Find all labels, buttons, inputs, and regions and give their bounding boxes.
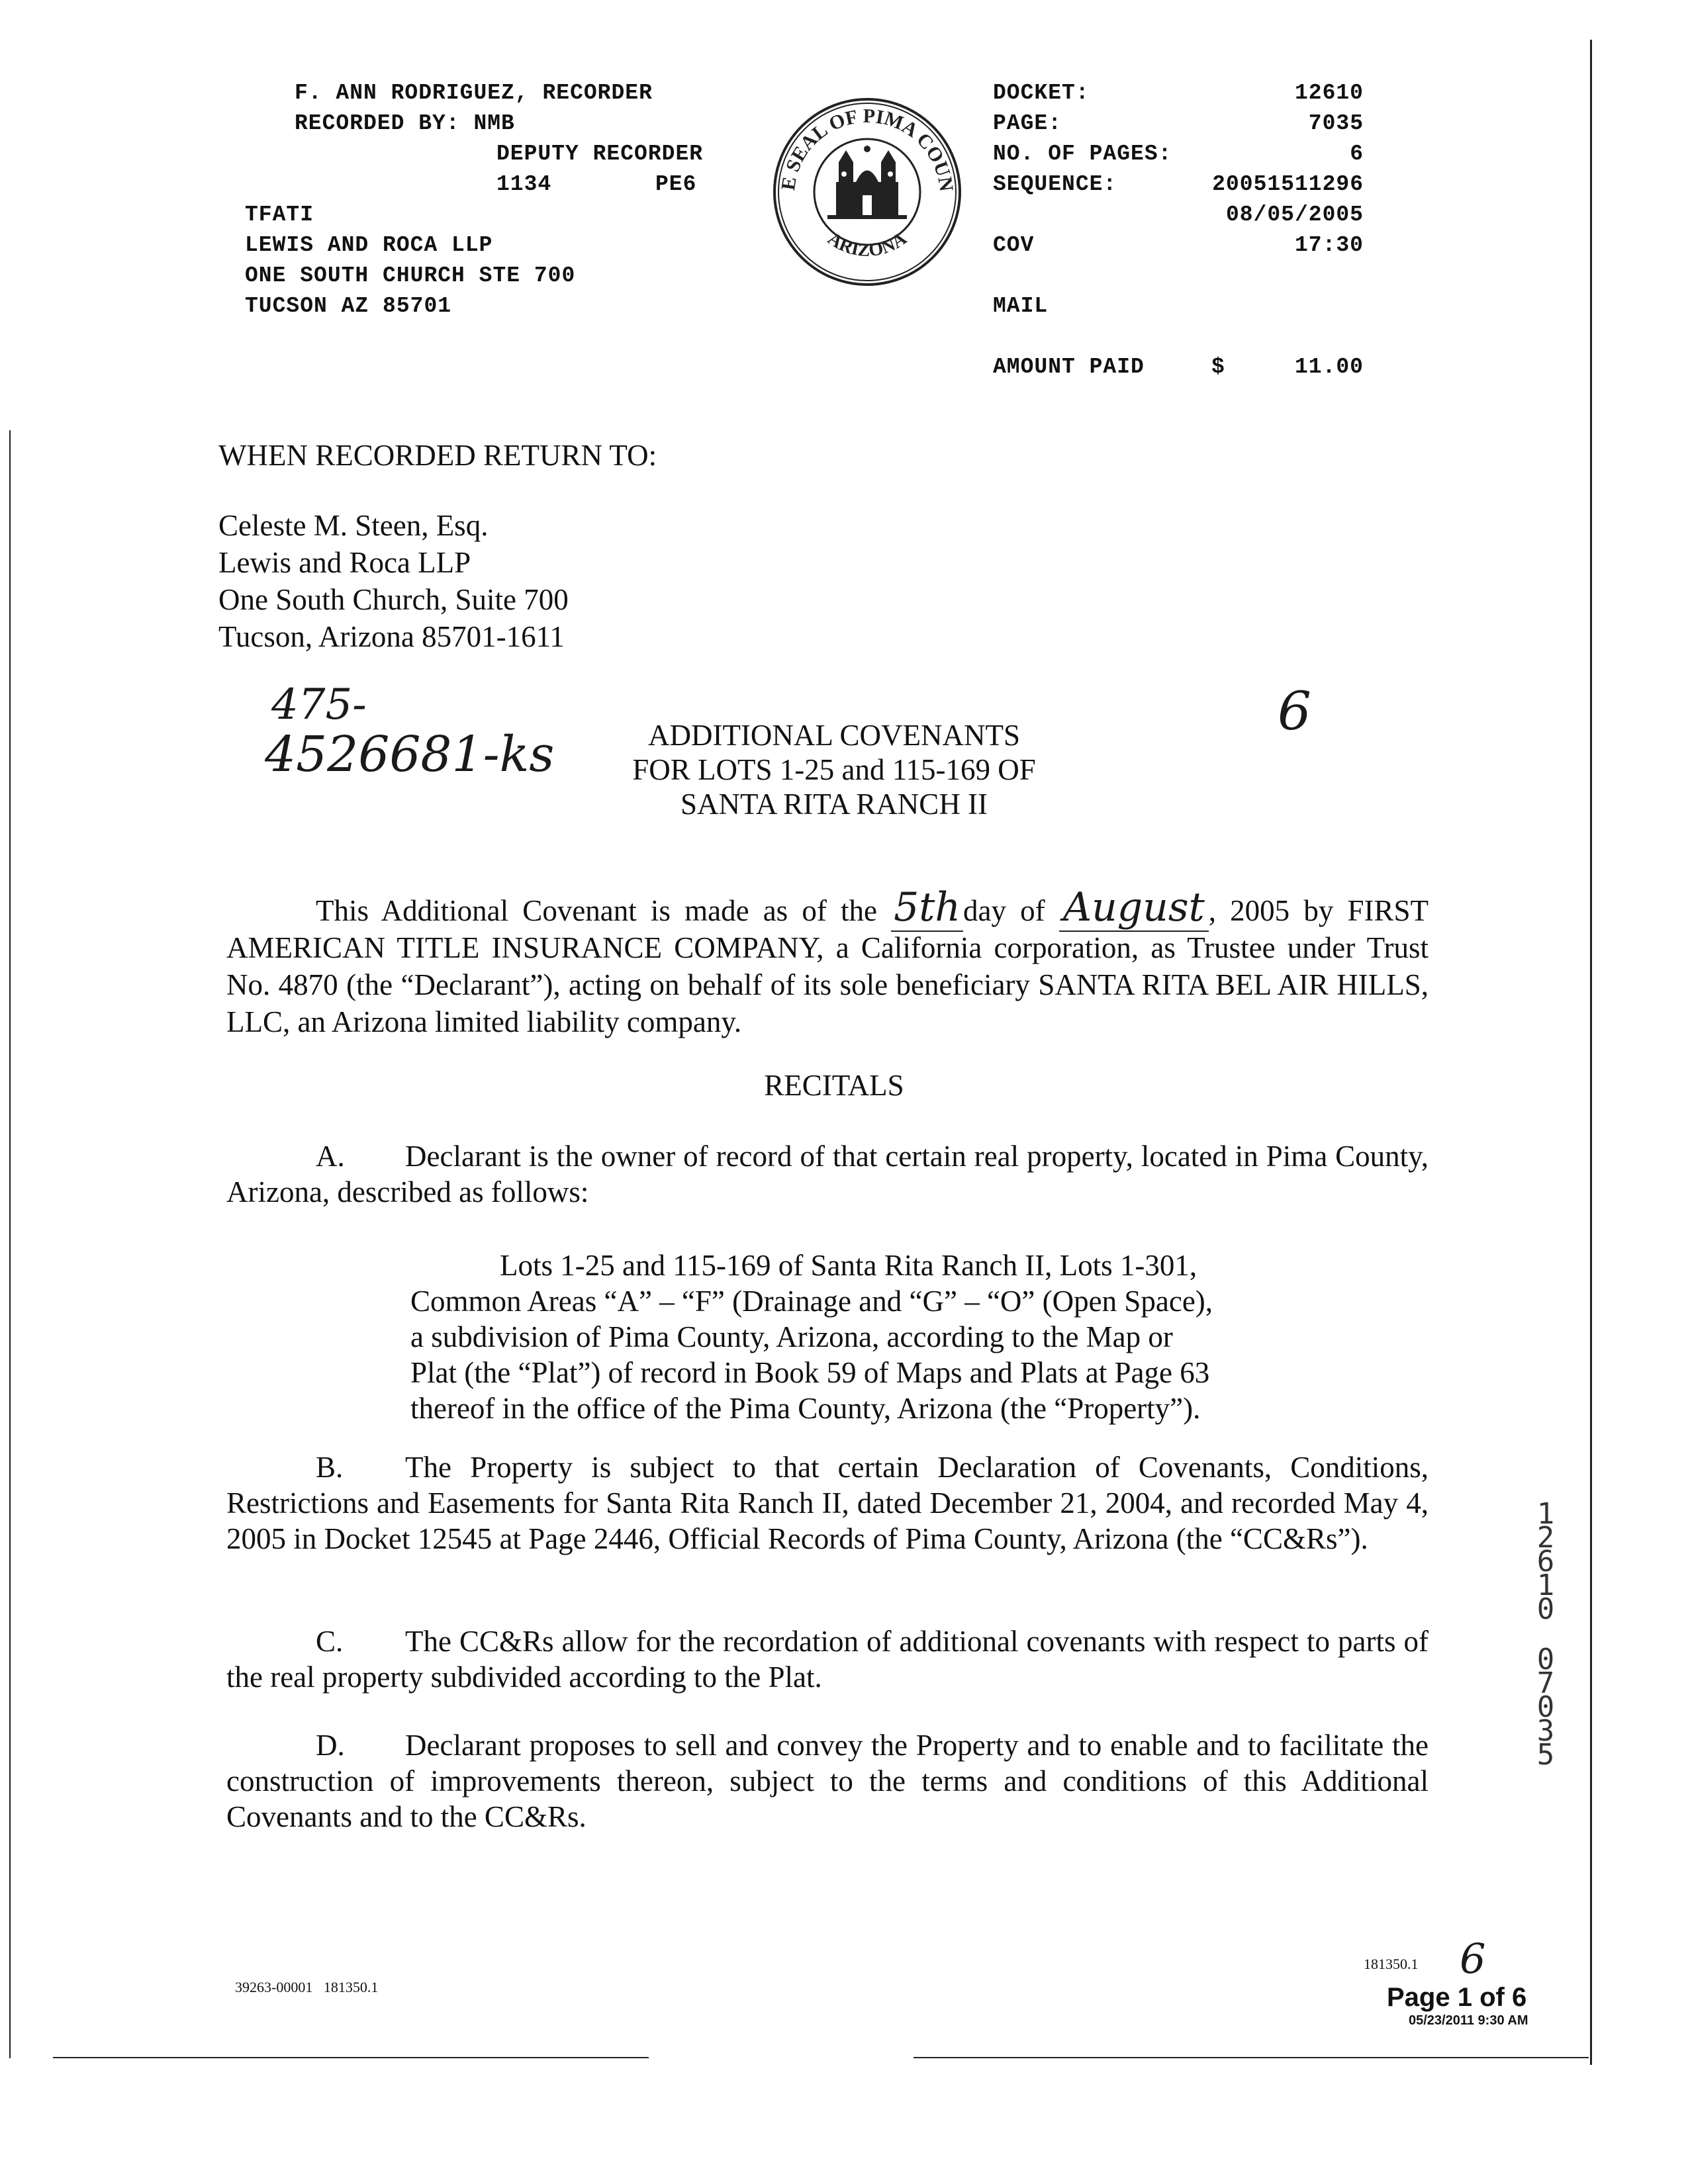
document-title — [569, 718, 1099, 821]
legal-description-line: Lots 1-25 and 115-169 of Santa Rita Ranch II, Lots 1-301, — [500, 1249, 1197, 1282]
recital-b-label: B. — [316, 1451, 344, 1484]
seal-bottom-text: ARIZONA — [823, 228, 911, 261]
return-to-street: One South Church, Suite 700 — [218, 583, 569, 616]
return-to-heading: WHEN RECORDED RETURN TO: — [218, 439, 657, 472]
mail-label: MAIL — [993, 294, 1049, 318]
footer-doc-id-left: 39263-00001 181350.1 — [235, 1979, 379, 1995]
deputy-recorder: DEPUTY RECORDER — [496, 142, 704, 166]
docket-value: 12610 — [1294, 81, 1364, 105]
scan-border-right — [1590, 40, 1592, 2065]
side-stamp-page: 07035 — [1536, 1643, 1555, 1772]
docket-block — [993, 78, 1364, 389]
legal-description-line: Plat (the “Plat”) of record in Book 59 of Maps and Plats at Page 63 — [410, 1356, 1210, 1389]
cov-label: COV — [993, 233, 1035, 257]
footer-handwritten-initial: 6 — [1460, 1934, 1486, 1983]
recital-d-text: Declarant proposes to sell and convey the Property and to enable and to facilitate the construction of improvements thereon, subject to the terms and conditions of this Additional Covenants and to the CC&Rs. — [226, 1729, 1429, 1833]
handwritten-month: August — [1059, 884, 1209, 932]
sequence-label: SEQUENCE: — [993, 172, 1117, 197]
recital-d — [226, 1727, 1429, 1835]
legal-description — [410, 1248, 1337, 1426]
recital-a-text: Declarant is the owner of record of that certain real property, located in Pima County, Arizona, described as follows: — [226, 1140, 1429, 1208]
page-value: 7035 — [1308, 111, 1364, 136]
footer-page-label: Page 1 of 6 — [1387, 1983, 1527, 2012]
side-docket-stamp — [1526, 1497, 1566, 1772]
return-to-name: Celeste M. Steen, Esq. — [218, 509, 489, 542]
handwritten-page-count: 6 — [1278, 680, 1311, 742]
recital-c — [226, 1623, 1429, 1695]
recorder-block — [245, 78, 748, 330]
handwritten-file-number — [265, 682, 596, 781]
scan-border-left — [9, 430, 11, 2058]
handwritten-day: 5th — [891, 884, 963, 932]
recital-b — [226, 1449, 1429, 1557]
recorder-street: ONE SOUTH CHURCH STE 700 — [245, 263, 576, 288]
return-to-city: Tucson, Arizona 85701-1611 — [218, 620, 565, 653]
recorder-code: 1134 — [496, 172, 552, 197]
recorder-firm: LEWIS AND ROCA LLP — [245, 233, 493, 257]
return-to-block — [218, 437, 880, 655]
sequence-value: 20051511296 — [1212, 172, 1364, 197]
scan-border-bottom-left — [53, 2057, 649, 2058]
recorder-city: TUCSON AZ 85701 — [245, 294, 452, 318]
footer-print-timestamp: 05/23/2011 9:30 AM — [1409, 2013, 1528, 2028]
recital-d-label: D. — [316, 1729, 345, 1762]
legal-description-line: a subdivision of Pima County, Arizona, according to the Map or — [410, 1320, 1173, 1353]
recorded-time: 17:30 — [1294, 233, 1364, 257]
seal-top-text: E SEAL OF PIMA COUN — [777, 105, 958, 193]
legal-description-line: thereof in the office of the Pima County, Arizona (the “Property”). — [410, 1392, 1201, 1425]
intro-paragraph: This Additional Covenant is made as of the 5thday of August , 2005 by FIRST AMERICAN TITLE INSURANCE COMPANY, a California corporation, as Trustee under Trust No. 4870 (the “Declarant”), acting on behalf of its sole beneficiary SANTA RITA BEL AIR HILLS, LLC, an Arizona limited liability company. — [226, 884, 1429, 1038]
recitals-heading: RECITALS — [764, 1069, 904, 1102]
title-line1: ADDITIONAL COVENANTS — [647, 719, 1021, 752]
recorder-name: F. ANN RODRIGUEZ, RECORDER — [295, 81, 653, 105]
amount-currency: $ — [1211, 355, 1225, 379]
recorded-date: 08/05/2005 — [1225, 203, 1364, 227]
seal-graphic — [771, 96, 963, 288]
handwritten-note-line2: 4526681-ks — [265, 726, 555, 783]
footer-doc-id-right: 181350.1 — [1364, 1956, 1419, 1972]
amount-label: AMOUNT PAID — [993, 355, 1145, 379]
title-line3: SANTA RITA RANCH II — [680, 788, 988, 821]
pages-label: NO. OF PAGES: — [993, 142, 1172, 166]
recorded-by: RECORDED BY: NMB — [295, 111, 515, 136]
page-label: PAGE: — [993, 111, 1062, 136]
return-to-firm: Lewis and Roca LLP — [218, 546, 471, 579]
seal-mission-icon — [827, 146, 907, 219]
recital-a — [226, 1138, 1429, 1210]
handwritten-note-line1: 475- — [271, 680, 367, 729]
pages-value: 6 — [1350, 142, 1364, 166]
amount-value: 11.00 — [1294, 355, 1364, 379]
docket-label: DOCKET: — [993, 81, 1090, 105]
legal-description-line: Common Areas “A” – “F” (Drainage and “G” – “O” (Open Space), — [410, 1285, 1213, 1318]
recital-b-text: The Property is subject to that certain Declaration of Covenants, Conditions, Restrictions and Easements for Santa Rita Ranch II, dated December 21, 2004, and recorded May 4, 2005 in Docket 12545 at Page 2446, Official Records of Pima County, Arizona (the “CC&Rs”). — [226, 1451, 1429, 1555]
recital-a-label: A. — [316, 1140, 345, 1173]
recital-c-label: C. — [316, 1625, 344, 1658]
county-seal — [771, 96, 963, 288]
scan-border-bottom-right — [914, 2057, 1589, 2058]
recorder-code-tfati: TFATI — [245, 203, 314, 227]
recital-c-text: The CC&Rs allow for the recordation of additional covenants with respect to parts of the real property subdivided according to the Plat. — [226, 1625, 1429, 1694]
title-line2: FOR LOTS 1-25 and 115-169 OF — [632, 753, 1036, 786]
side-stamp-docket: 12610 — [1536, 1497, 1555, 1626]
recorder-code-suffix: PE6 — [655, 172, 697, 197]
